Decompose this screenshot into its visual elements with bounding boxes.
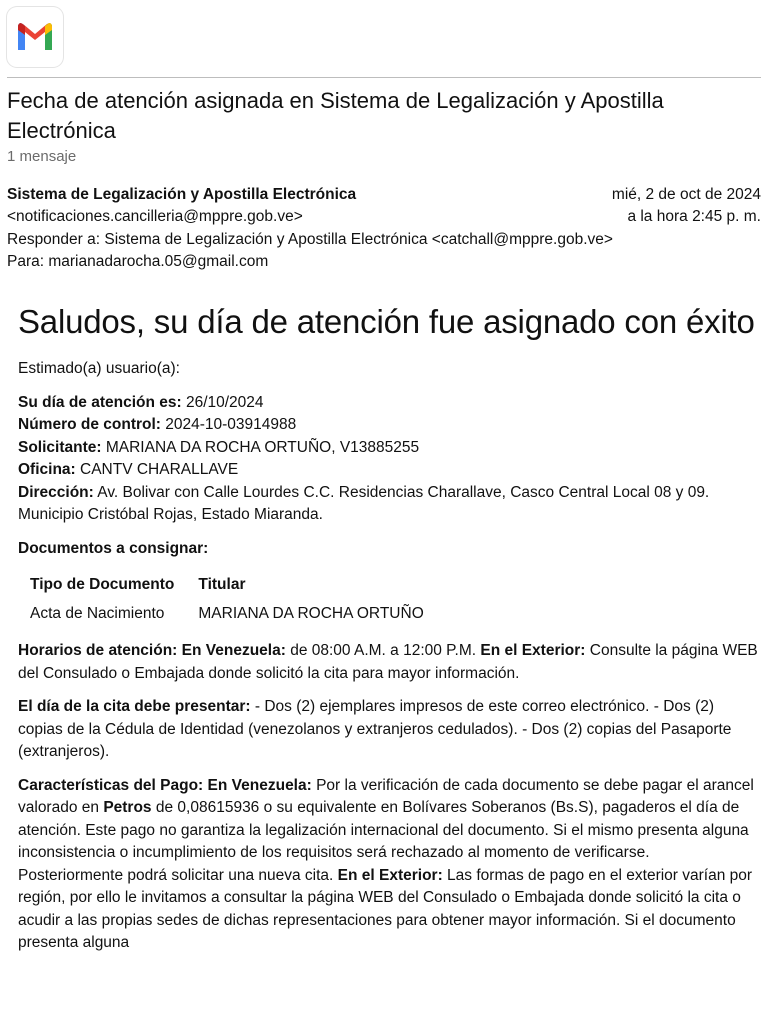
documents-heading: Documentos a consignar: (18, 539, 209, 557)
column-header: Tipo de Documento (30, 576, 175, 593)
email-time: a la hora 2:45 p. m. (627, 208, 761, 225)
applicant-value: MARIANA DA ROCHA ORTUÑO, V13885255 (101, 438, 420, 456)
table-cell: Acta de Nacimiento (30, 604, 165, 622)
email-date: mié, 2 de oct de 2024 (611, 186, 761, 203)
email-subject: Fecha de atención asignada en Sistema de Legalización y Apostilla Electrónica (7, 88, 664, 143)
gmail-logo[interactable] (7, 7, 63, 67)
documents-table (18, 571, 436, 628)
hours-paragraph: Horarios de atención: En Venezuela: de 08:00 A.M. a 12:00 P.M. En el Exterior: Consulte la página WEB del Consulado o Embajada donde solicitó la cita para mayor información. (18, 642, 758, 682)
appointment-details (18, 392, 758, 527)
attention-day-value: 26/10/2024 (181, 393, 264, 411)
greeting: Estimado(a) usuario(a): (18, 360, 180, 377)
control-value: 2024-10-03914988 (160, 416, 297, 433)
applicant-label: Solicitante: (18, 438, 102, 456)
table-header-row (18, 571, 436, 600)
office-value: CANTV CHARALLAVE (75, 461, 239, 478)
sender-row (7, 184, 761, 206)
reply-to: Responder a: Sistema de Legalización y Apostilla Electrónica <catchall@mppre.gob.ve> (7, 231, 613, 248)
table-cell: MARIANA DA ROCHA ORTUÑO (198, 604, 424, 622)
sender-email[interactable]: <notificaciones.cancilleria@mppre.gob.ve> (7, 208, 303, 225)
content-title: Saludos, su día de atención fue asignado con éxito (18, 303, 755, 340)
recipient: Para: marianadarocha.05@gmail.com (7, 253, 269, 270)
gmail-logo-icon (15, 21, 55, 51)
table-row (18, 600, 436, 629)
present-paragraph: El día de la cita debe presentar: - Dos (2) ejemplares impresos de este correo electrónico. - Dos (2) copias de la Cédula de Identidad (venezolanos y extranjeros cedulados). - Dos (2) copias del Pasaporte (extranjeros). (18, 698, 732, 760)
address-label: Dirección: (18, 483, 94, 501)
attention-day-label: Su día de atención es: (18, 393, 182, 411)
office-label: Oficina: (18, 461, 76, 478)
sender-email-row (7, 206, 761, 228)
column-header: Titular (198, 576, 246, 593)
header-divider (7, 77, 761, 78)
message-count: 1 mensaje (7, 148, 77, 165)
sender-name: Sistema de Legalización y Apostilla Electrónica (7, 186, 357, 203)
control-label: Número de control: (18, 416, 161, 433)
address-value: Av. Bolivar con Calle Lourdes C.C. Residencias Charallave, Casco Central Local 08 y 09. Municipio Cristóbal Rojas, Estado Miaranda. (18, 483, 710, 523)
payment-paragraph: Características del Pago: En Venezuela: Por la verificación de cada documento se debe pagar el arancel valorado en Petros de 0,08615936 o su equivalente en Bolívares Soberanos (Bs.S), pagaderos el día de atención. Este pago no garantiza la legalización internacional del documento. Si el mismo presenta alguna inconsistencia o incumplimiento de los requisitos será rechazado al momento de verificarse. Posteriormente podrá solicitar una nueva cita. En el Exterior: Las formas de pago en el exterior varían por región, por ello le invitamos a consultar la página WEB del Consulado o Embajada donde solicitó la cita o acudir a las propias sedes de dichas representaciones para obtener mayor información. Si el documento presenta alguna (18, 776, 754, 951)
email-body (18, 300, 758, 966)
